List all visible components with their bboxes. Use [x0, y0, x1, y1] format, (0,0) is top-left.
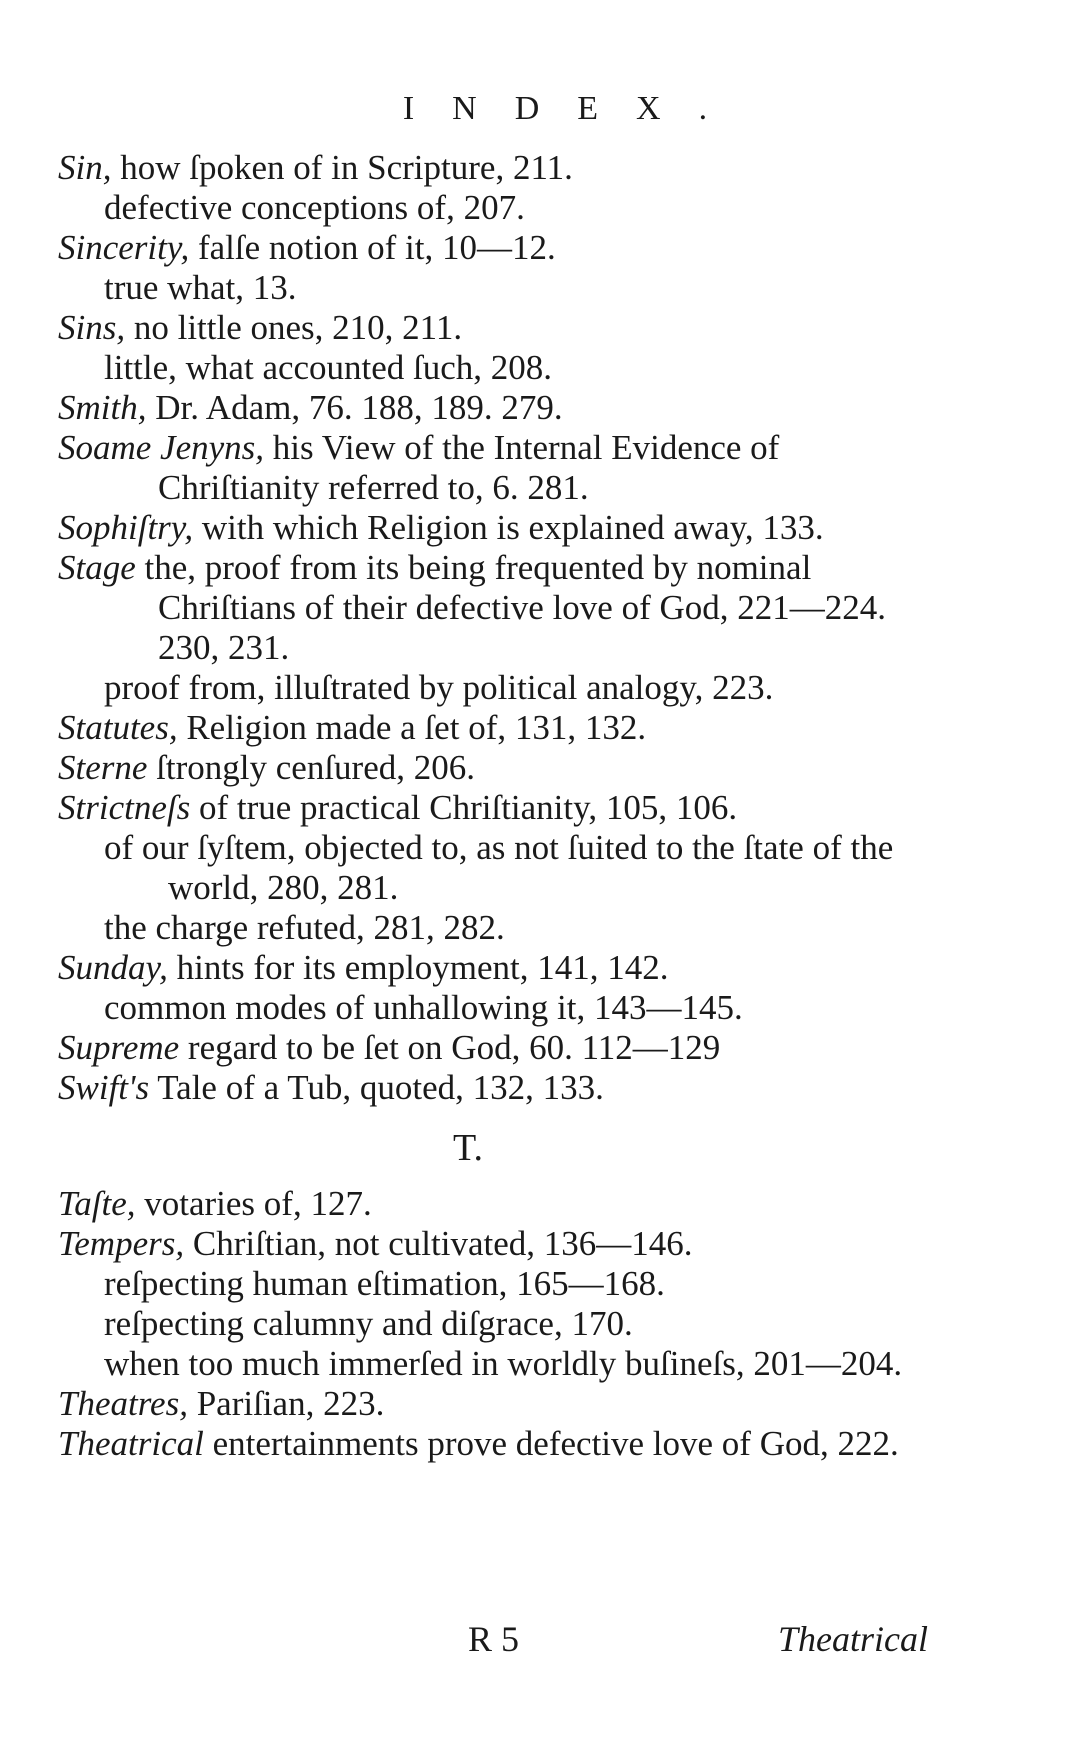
entry-text: reſpecting calumny and diſgrace, 170.: [104, 1304, 633, 1343]
entry-text: defective conceptions of, 207.: [104, 188, 525, 227]
entry-headword: Theatrical: [58, 1424, 204, 1463]
entry-text: regard to be ſet on God, 60. 112—129: [179, 1028, 721, 1067]
entry-headword: Stage: [58, 548, 136, 587]
entry-text: ſtrongly cenſured, 206.: [147, 748, 475, 787]
index-subentry: [58, 908, 938, 948]
index-entry: [58, 508, 938, 548]
index-entry: [58, 1068, 938, 1108]
entry-headword: Taſte,: [58, 1184, 136, 1223]
index-entry: [58, 748, 938, 788]
entry-headword: Soame Jenyns,: [58, 428, 265, 467]
subentry-dash: [58, 1344, 104, 1384]
entry-headword: Sin,: [58, 148, 112, 187]
entry-text: common modes of unhallowing it, 143—145.: [104, 988, 743, 1027]
subentry-dash: [58, 348, 104, 388]
entry-headword: Sincerity,: [58, 228, 190, 267]
index-subentry: [58, 1304, 938, 1344]
index-entry: [58, 228, 938, 268]
entry-text: votaries of, 127.: [135, 1184, 372, 1223]
section-letter: T.: [453, 1127, 483, 1169]
entry-text: Dr. Adam, 76. 188, 189. 279.: [146, 388, 563, 427]
index-subentry: [58, 988, 938, 1028]
entry-text: the, proof from its being frequented by nominal Chriſtians of their defective love of God, 221—224. 230, 231.: [135, 548, 887, 667]
entry-text: Chriſtian, not cultivated, 136—146.: [184, 1224, 693, 1263]
entry-headword: Sins,: [58, 308, 126, 347]
subentry-dash: [58, 188, 104, 228]
entry-headword: Tempers,: [58, 1224, 185, 1263]
index-entry: [58, 548, 938, 668]
entry-text: his View of the Internal Evidence of Chriſtianity referred to, 6. 281.: [158, 428, 780, 507]
entry-headword: Sunday,: [58, 948, 168, 987]
entry-headword: Statutes,: [58, 708, 178, 747]
catchword: Theatrical: [778, 1619, 928, 1659]
index-subentry: [58, 268, 938, 308]
entry-headword: Supreme: [58, 1028, 180, 1067]
entry-text: how ſpoken of in Scripture, 211.: [111, 148, 573, 187]
entry-headword: Smith,: [58, 388, 147, 427]
index-entries: [58, 148, 938, 1464]
entry-text: when too much immerſed in worldly buſineſs, 201—204.: [104, 1344, 903, 1383]
index-subentry: [58, 348, 938, 388]
entry-text: with which Religion is explained away, 133.: [193, 508, 824, 547]
entry-headword: Sophiſtry,: [58, 508, 194, 547]
entry-text: little, what accounted ſuch, 208.: [104, 348, 553, 387]
entry-headword: Strictneſs: [58, 788, 191, 827]
entry-text: hints for its employment, 141, 142.: [167, 948, 669, 987]
subentry-dash: [58, 1264, 104, 1304]
index-entry: [58, 708, 938, 748]
index-entry: [58, 308, 938, 348]
entry-text: proof from, illuſtrated by political analogy, 223.: [104, 668, 774, 707]
entry-headword: Theatres,: [58, 1384, 188, 1423]
index-subentry: [58, 1264, 938, 1304]
entry-text: the charge refuted, 281, 282.: [104, 908, 505, 947]
index-entry: [58, 948, 938, 988]
entry-headword: Swift's: [58, 1068, 150, 1107]
entry-text: no little ones, 210, 211.: [125, 308, 463, 347]
index-entry: [58, 428, 938, 508]
index-entry: [58, 1028, 938, 1068]
index-entry: [58, 388, 938, 428]
index-entry: [58, 788, 938, 828]
subentry-dash: [58, 1304, 104, 1344]
signature-mark: R 5: [468, 1619, 520, 1659]
entry-text: true what, 13.: [104, 268, 297, 307]
page-footer: [58, 1618, 938, 1666]
index-entry: [58, 1184, 938, 1224]
entry-text: falſe notion of it, 10—12.: [189, 228, 556, 267]
entry-text: of true practical Chriſtianity, 105, 106.: [190, 788, 738, 827]
entry-text: entertainments prove defective love of God, 222.: [203, 1424, 899, 1463]
entry-text: reſpecting human eſtimation, 165—168.: [104, 1264, 665, 1303]
section-t-entries: [58, 1184, 938, 1464]
entry-text: Religion made a ſet of, 131, 132.: [177, 708, 647, 747]
entry-text: Tale of a Tub, quoted, 132, 133.: [149, 1068, 604, 1107]
entry-text: Pariſian, 223.: [187, 1384, 385, 1423]
subentry-dash: [58, 828, 104, 868]
index-entry: [58, 148, 938, 188]
index-entry: [58, 1224, 938, 1264]
running-head: INDEX.: [402, 90, 746, 127]
entry-text: of our ſyſtem, objected to, as not ſuited to the ſtate of the world, 280, 281.: [104, 828, 894, 907]
subentry-dash: [58, 668, 104, 708]
section-s-entries: [58, 148, 938, 1108]
entry-headword: Sterne: [58, 748, 148, 787]
index-subentry: [58, 828, 938, 908]
index-subentry: [58, 1344, 938, 1384]
subentry-dash: [58, 268, 104, 308]
subentry-dash: [58, 988, 104, 1028]
subentry-dash: [58, 908, 104, 948]
index-entry: [58, 1424, 938, 1464]
index-entry: [58, 1384, 938, 1424]
index-subentry: [58, 188, 938, 228]
index-subentry: [58, 668, 938, 708]
